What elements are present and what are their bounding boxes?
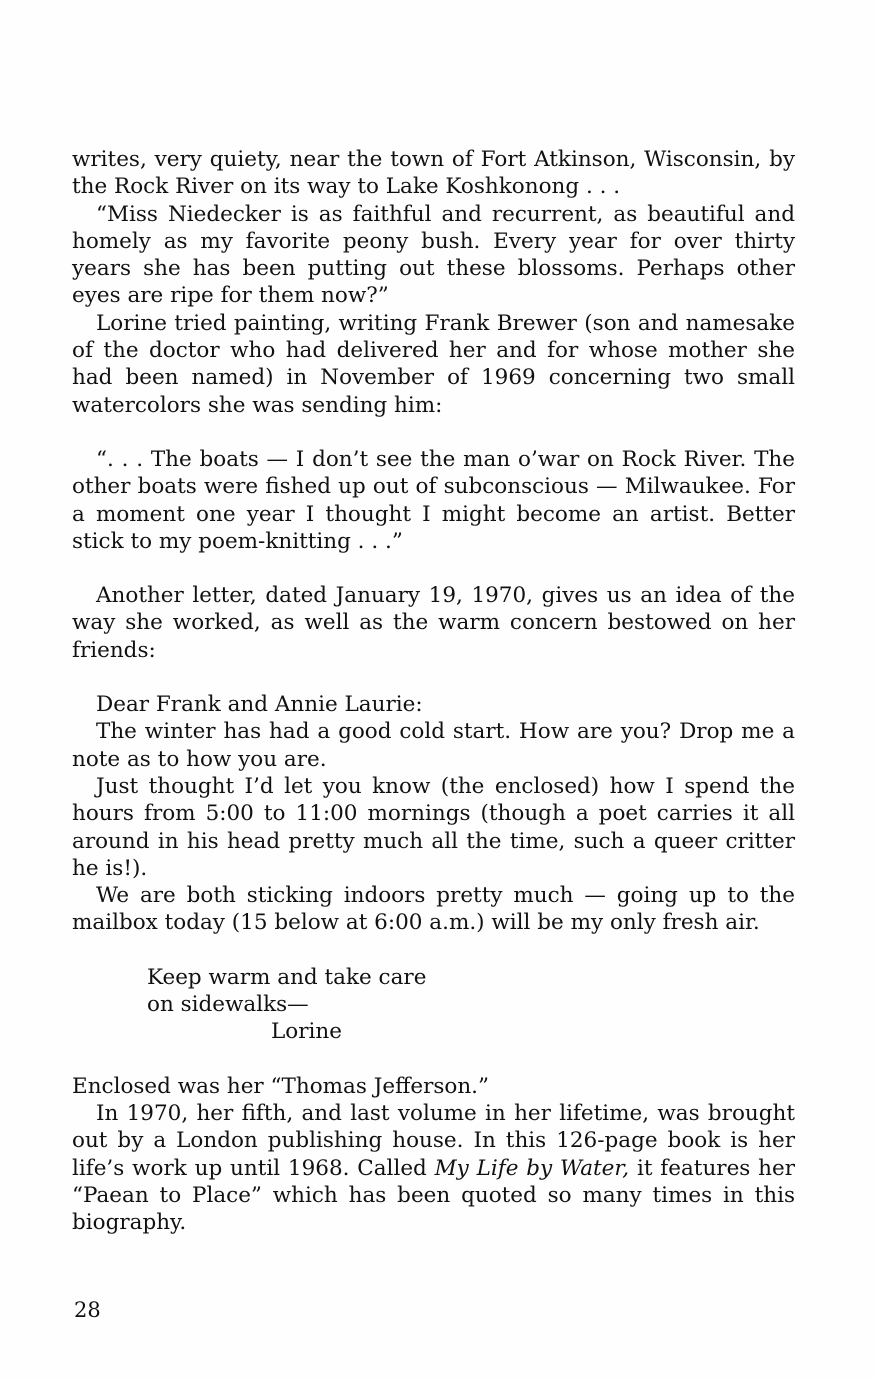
letter-closing (147, 964, 795, 1046)
closing-line-1: Keep warm and take care (147, 964, 427, 990)
letter-salutation: Dear Frank and Annie Laurie: (96, 692, 423, 718)
final-volume-text-start: In 1970, her fifth, and last volume in her lifetime, was brought out by a London publishing house. In this 126-page book is her life’s work up until 1968. Called (72, 1100, 795, 1181)
paragraph-another-letter: Another letter, dated January 19, 1970, gives us an idea of the way she worked, as well as the warm concern bestowed on her friends: (72, 583, 795, 663)
paragraph-continuation: writes, very quiety, near the town of Fort Atkinson, Wisconsin, by the Rock River on its way to Lake Koshkonong . . . (72, 147, 795, 200)
page-number: 28 (74, 1298, 101, 1322)
closing-line-2: on sidewalks— (147, 992, 309, 1018)
paragraph-painting: Lorine tried painting, writing Frank Brewer (son and namesake of the doctor who had delivered her and for whose mother she had been named) in November of 1969 concerning two small watercolors she was sending him: (72, 310, 795, 418)
paragraph-final-volume (72, 1100, 795, 1236)
paragraph-quote-review: “Miss Niedecker is as faithful and recurrent, as beautiful and homely as my favorite peony bush. Every year for over thirty years she has been putting out these blossoms. Perhaps other eyes are ripe for them now?” (72, 201, 795, 309)
book-title: My Life by Water, (434, 1155, 630, 1181)
spacer (72, 555, 795, 582)
letter-paragraph-1: The winter has had a good cold start. How are you? Drop me a note as to how you are. (72, 719, 795, 772)
letter-paragraph-3: We are both sticking indoors pretty much — going up to the mailbox today (15 below at 6:00 a.m.) will be my only fresh air. (72, 883, 795, 936)
spacer (72, 937, 795, 964)
spacer (72, 664, 795, 691)
final-volume-text-end: it features her “Paean to Place” which has been quoted so many times in this biography. (72, 1155, 795, 1236)
paragraph-enclosed: Enclosed was her “Thomas Jefferson.” (72, 1073, 489, 1099)
letter-paragraph-2: Just thought I’d let you know (the enclosed) how I spend the hours from 5:00 to 11:00 mornings (though a poet carries it all around in his head pretty much all the time, such a queer critter he is!). (72, 773, 795, 881)
page-body (72, 146, 795, 1236)
letter-quote-boats: “. . . The boats — I don’t see the man o’war on Rock River. The other boats were fished up out of subconscious — Milwaukee. For a moment one year I thought I might become an artist. Better stick to my poem-knitting . . .” (72, 446, 795, 554)
spacer (72, 1046, 795, 1073)
spacer (72, 419, 795, 446)
letter-signature: Lorine (271, 1019, 342, 1045)
